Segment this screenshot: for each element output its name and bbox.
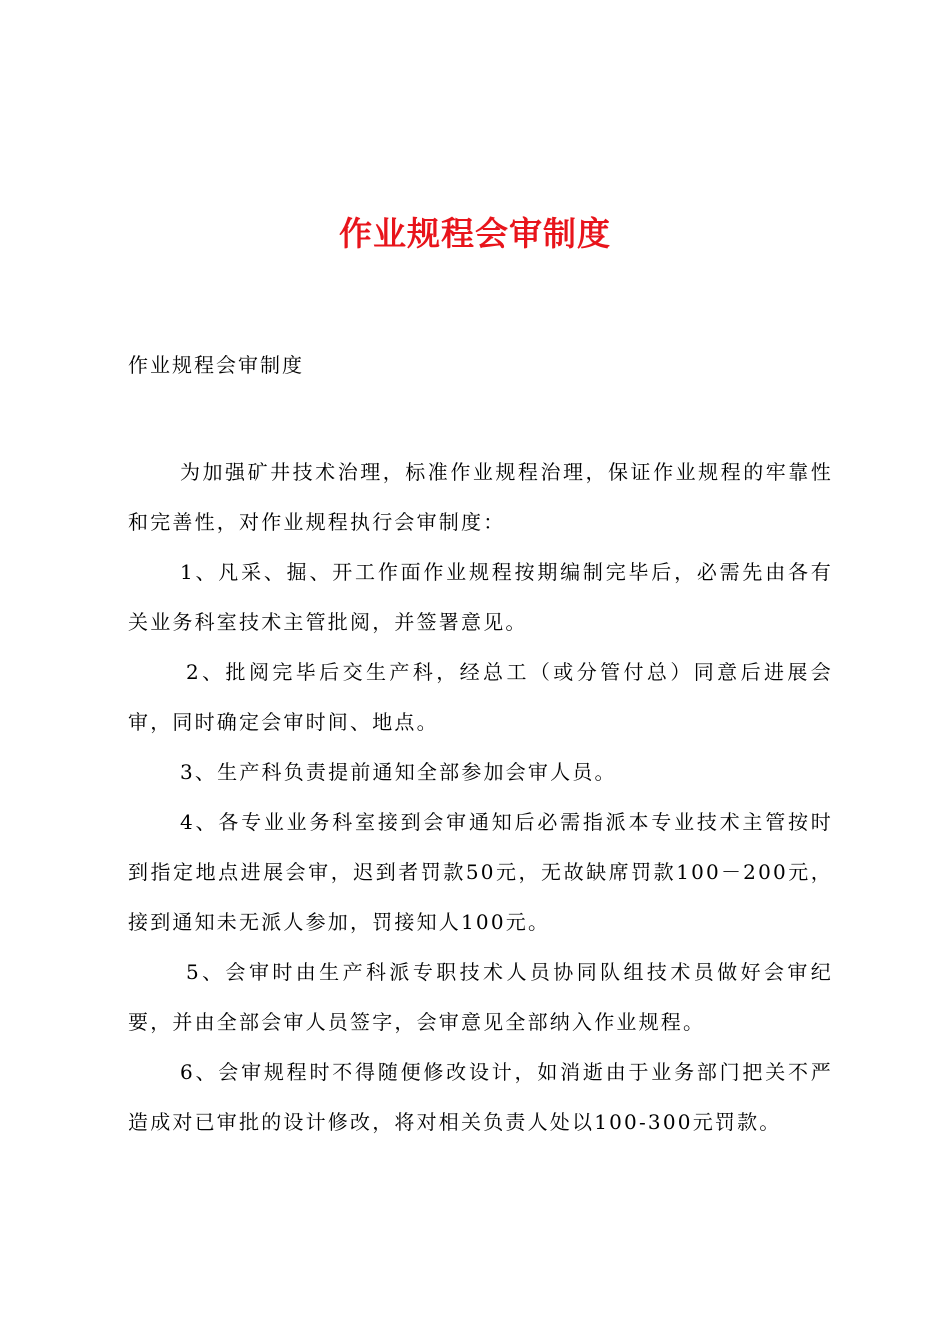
- document-title: 作业规程会审制度: [339, 214, 611, 253]
- rule-paragraph-4: 4、各专业业务科室接到会审通知后必需指派本专业技术主管按时到指定地点进展会审，迟到者罚款50元，无故缺席罚款100－200元，接到通知未无派人参加，罚接知人100元。: [128, 810, 833, 934]
- rule-paragraph-1: 1、凡采、掘、开工作面作业规程按期编制完毕后，必需先由各有关业务科室技术主管批阅，并签署意见。: [128, 560, 833, 634]
- intro-paragraph: 为加强矿井技术治理，标准作业规程治理，保证作业规程的牢靠性和完善性，对作业规程执行会审制度：: [128, 460, 833, 534]
- rule-paragraph-3: 3、生产科负责提前通知全部参加会审人员。: [180, 760, 617, 784]
- rule-paragraph-5: 5、会审时由生产科派专职技术人员协同队组技术员做好会审纪要，并由全部会审人员签字，会审意见全部纳入作业规程。: [128, 960, 833, 1034]
- document-body: [128, 447, 833, 1147]
- rule-paragraph-6: 6、会审规程时不得随便修改设计，如消逝由于业务部门把关不严造成对已审批的设计修改，将对相关负责人处以100-300元罚款。: [128, 1060, 833, 1134]
- rule-paragraph-2: 2、批阅完毕后交生产科，经总工（或分管付总）同意后进展会审，同时确定会审时间、地点。: [128, 660, 833, 734]
- document-subtitle: 作业规程会审制度: [128, 353, 304, 377]
